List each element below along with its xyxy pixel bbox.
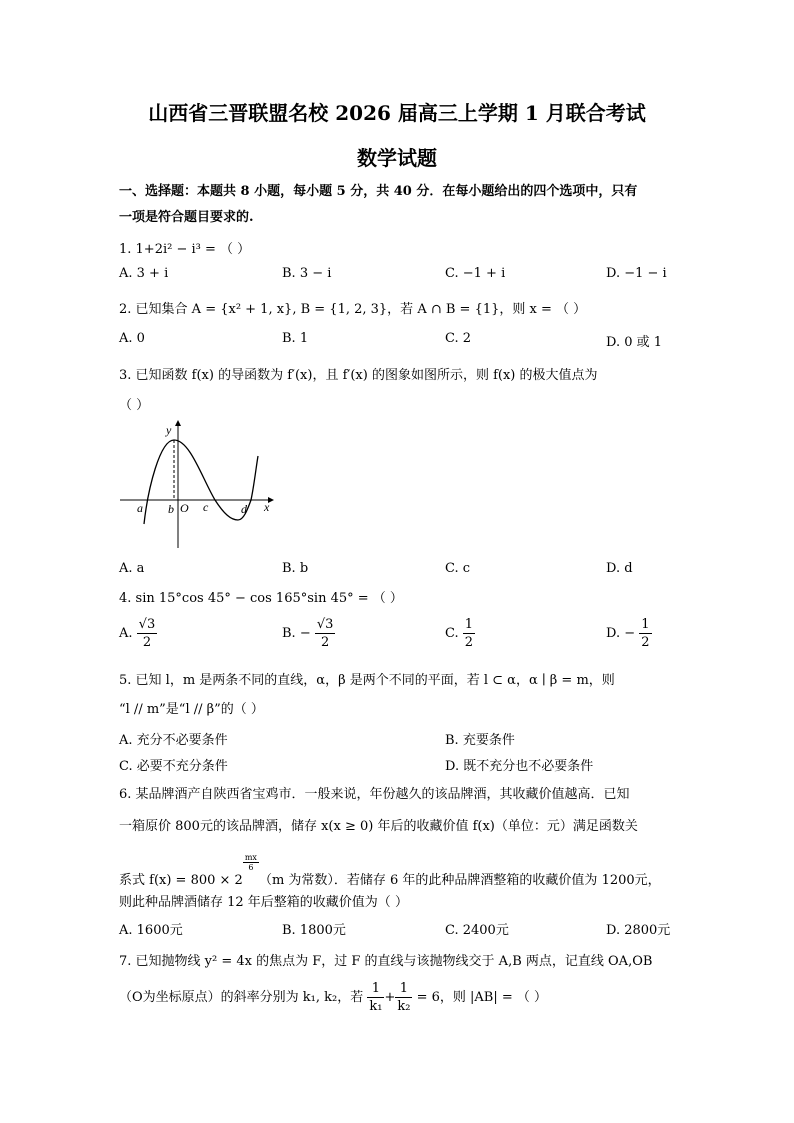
point-c-label: c bbox=[203, 500, 209, 514]
y-axis-arrow bbox=[175, 420, 181, 426]
q2-stem: 2. 已知集合 A = {x² + 1, x}, B = {1, 2, 3}，若 A ∩ B = {1}，则 x = （ ） bbox=[119, 302, 587, 317]
q6-line1: 6. 某品牌酒产自陕西省宝鸡市．一般来说，年份越久的该品牌酒，其收藏价值越高．已知 bbox=[119, 787, 630, 802]
q6-line2: 一箱原价 800元的该品牌酒，储存 x(x ≥ 0) 年后的收藏价值 f(x)（单位：元）满足函数关 bbox=[119, 819, 638, 834]
q4-option-b: B. − $\frac{√3}{2}$ bbox=[282, 617, 334, 650]
q2-option-d: D. 0 或 1 bbox=[606, 335, 663, 350]
section-header-line1: 一、选择题：本题共 8 小题，每小题 5 分，共 40 分．在每小题给出的四个选项中，只有 bbox=[119, 184, 638, 199]
page-subtitle: 数学试题 bbox=[357, 146, 437, 170]
q3-option-d: D. d bbox=[606, 561, 633, 576]
q4-option-c: C. $\frac{1}{2}$ bbox=[445, 617, 474, 650]
q4-b-fraction: $\frac{√3}{2}$ bbox=[316, 617, 334, 650]
x-label: x bbox=[264, 500, 270, 514]
q5-option-a: A. 充分不必要条件 bbox=[119, 733, 228, 748]
q5-stem-line2: “l // m”是“l // β”的（ ） bbox=[119, 702, 264, 717]
q3-stem-paren: （ ） bbox=[119, 398, 150, 413]
point-d-label: d bbox=[241, 502, 247, 516]
point-a-label: a bbox=[137, 501, 143, 515]
q4-a-fraction: $\frac{√3}{2}$ bbox=[138, 617, 156, 650]
q3-option-b: B. b bbox=[282, 561, 309, 576]
q1-option-d: D. −1 − i bbox=[606, 266, 667, 281]
q6-exponent: $\frac{mx}{6}$ bbox=[244, 853, 257, 872]
q7-line2: （O为坐标原点）的斜率分别为 k₁, k₂，若 $\frac{1}{\text{k₁}}$ + $\frac{1}{\text{k₂}}$ = 6，则 |AB| = （ ） bbox=[119, 981, 548, 1014]
q6-option-d: D. 2800元 bbox=[606, 923, 671, 938]
q6-option-a: A. 1600元 bbox=[119, 923, 183, 938]
q6-line4: 则此种品牌酒储存 12 年后整箱的收藏价值为（ ） bbox=[119, 895, 408, 910]
q6-line3: 系式 f(x) = 800 × 2 $\frac{mx}{6}$ （m 为常数）．若储存 6 年的此种品牌酒整箱的收藏价值为 1200元， bbox=[119, 853, 661, 888]
q2-option-b: B. 1 bbox=[282, 331, 309, 346]
q4-d-fraction: $\frac{1}{2}$ bbox=[641, 617, 650, 650]
q3-option-a: A. a bbox=[119, 561, 145, 576]
q1-option-b: B. 3 − i bbox=[282, 266, 332, 281]
origin-label: O bbox=[180, 501, 189, 515]
q1-option-a: A. 3 + i bbox=[119, 266, 169, 281]
q7-fraction-2: $\frac{1}{\text{k₂}}$ bbox=[397, 981, 411, 1014]
q5-option-b: B. 充要条件 bbox=[445, 733, 515, 748]
point-b-label: b bbox=[168, 502, 174, 516]
q7-line1: 7. 已知抛物线 y² = 4x 的焦点为 F，过 F 的直线与该抛物线交于 A,B 两点，记直线 OA,OB bbox=[119, 954, 653, 969]
q3-stem: 3. 已知函数 f(x) 的导函数为 f′(x)，且 f′(x) 的图象如图所示，则 f(x) 的极大值点为 bbox=[119, 368, 598, 383]
q6-option-b: B. 1800元 bbox=[282, 923, 346, 938]
y-label: y bbox=[166, 423, 172, 437]
page-title: 山西省三晋联盟名校 2026 届高三上学期 1 月联合考试 bbox=[148, 101, 646, 125]
q3-option-c: C. c bbox=[445, 561, 471, 576]
q5-option-c: C. 必要不充分条件 bbox=[119, 759, 228, 774]
q5-stem: 5. 已知 l，m 是两条不同的直线，α，β 是两个不同的平面，若 l ⊂ α，α ∣ β = m，则 bbox=[119, 673, 615, 688]
q4-option-d: D. − $\frac{1}{2}$ bbox=[606, 617, 650, 650]
q1-stem: 1. 1+2i² − i³ = （ ） bbox=[119, 242, 251, 257]
q2-option-c: C. 2 bbox=[445, 331, 472, 346]
q1-option-c: C. −1 + i bbox=[445, 266, 506, 281]
q7-fraction-1: $\frac{1}{\text{k₁}}$ bbox=[369, 981, 383, 1014]
q2-option-a: A. 0 bbox=[119, 331, 145, 346]
q4-option-a: A. $\frac{√3}{2}$ bbox=[119, 617, 156, 650]
q3-derivative-graph bbox=[118, 418, 278, 553]
q4-c-fraction: $\frac{1}{2}$ bbox=[464, 617, 474, 650]
q4-stem: 4. sin 15°cos 45° − cos 165°sin 45° = （ ） bbox=[119, 591, 403, 606]
q6-option-c: C. 2400元 bbox=[445, 923, 509, 938]
q5-option-d: D. 既不充分也不必要条件 bbox=[445, 759, 594, 774]
section-header-line2: 一项是符合题目要求的. bbox=[119, 210, 254, 225]
